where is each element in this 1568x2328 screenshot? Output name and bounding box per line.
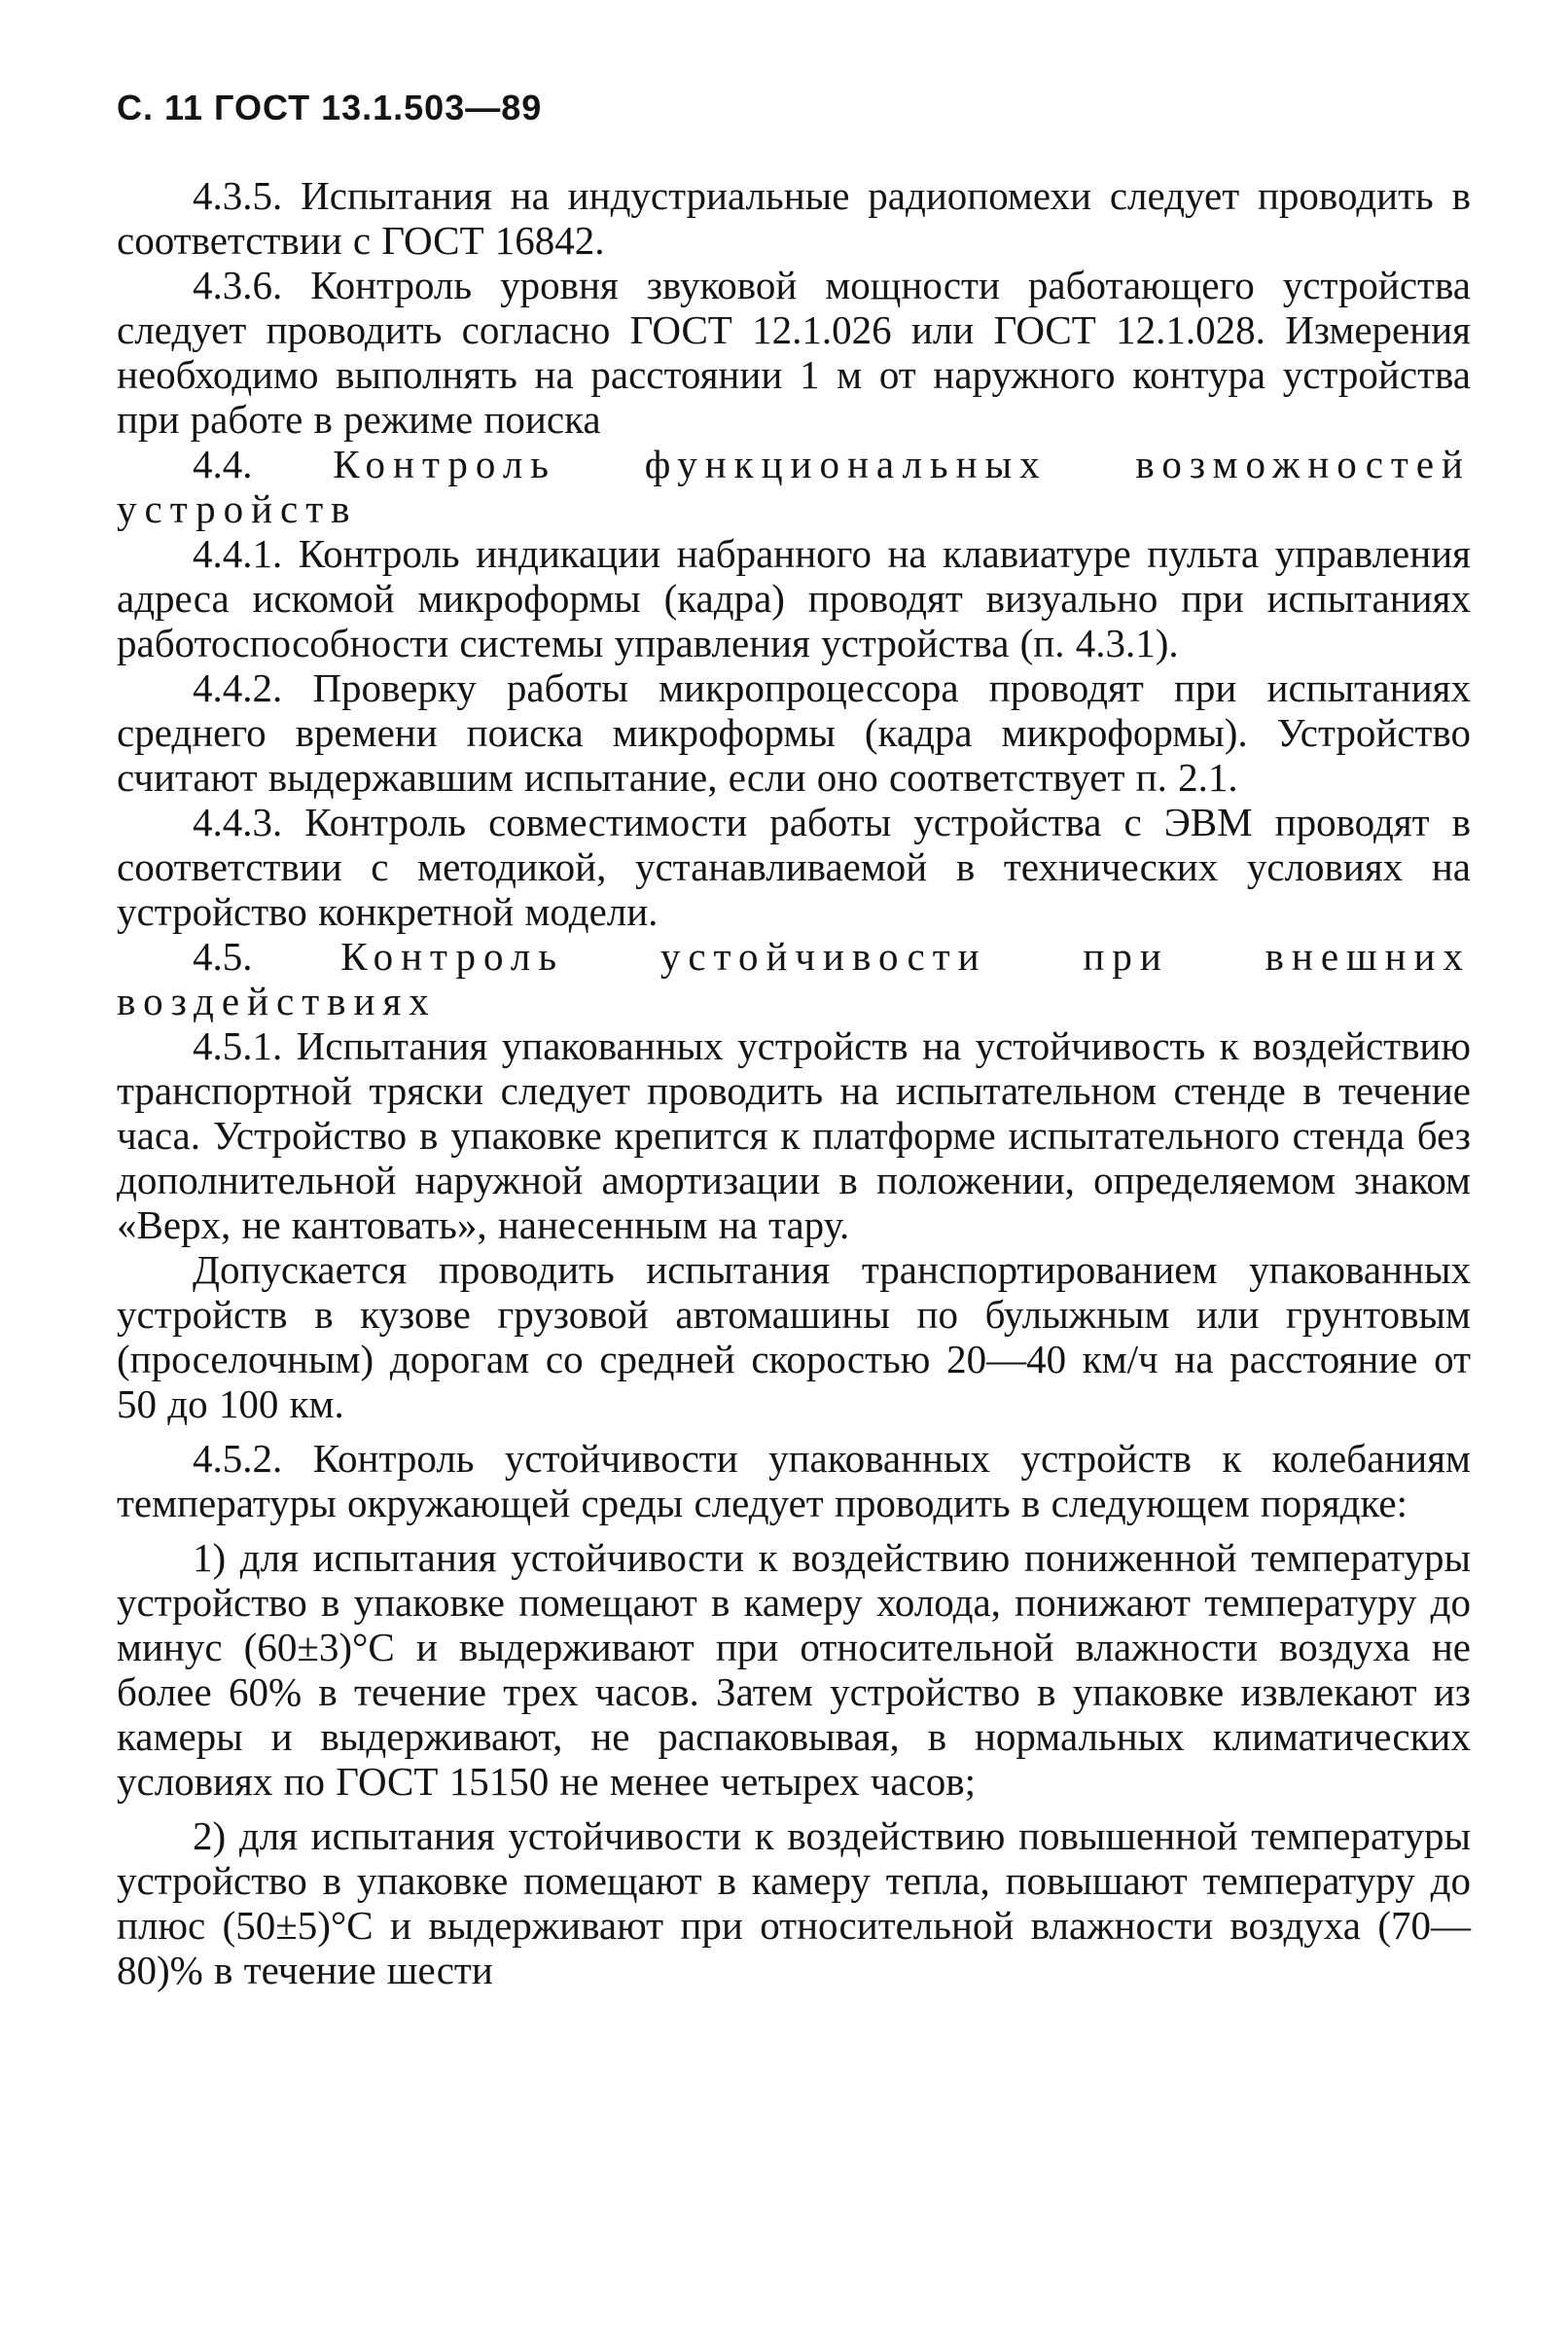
section-title: Контроль функциональных возможностей устройств	[117, 442, 1471, 531]
list-item-1: 1) для испытания устойчивости к воздействию пониженной температуры устройство в упаковке помещают в камеру холода, понижают температуру до минус (60±3)°С и выдерживают при относительной влажности воздуха не более 60% в течение трех часов. Затем устройство в упаковке извлекают из камеры и выдерживают, не распаковывая, в нормальных климатических условиях по ГОСТ 15150 не менее четырех часов;	[117, 1535, 1471, 1804]
paragraph-4-4-2: 4.4.2. Проверку работы микропроцессора проводят при испытаниях среднего времени поиска микроформы (кадра микроформы). Устройство считают выдержавшим испытание, если оно соответствует п. 2.1.	[117, 665, 1471, 800]
section-heading-4-5	[117, 934, 1471, 1023]
paragraph-4-5-2: 4.5.2. Контроль устойчивости упакованных устройств к колебаниям температуры окружающей среды следует проводить в следующем порядке:	[117, 1436, 1471, 1525]
section-number: 4.4.	[193, 442, 253, 486]
running-head: С. 11 ГОСТ 13.1.503—89	[117, 88, 543, 127]
section-title: Контроль устойчивости при внешних воздействиях	[117, 934, 1472, 1023]
paragraph-4-4-3: 4.4.3. Контроль совместимости работы устройства с ЭВМ проводят в соответствии с методикой, устанавливаемой в технических условиях на устройство конкретной модели.	[117, 800, 1471, 934]
paragraph-4-5-1: 4.5.1. Испытания упакованных устройств на устойчивость к воздействию транспортной тряски следует проводить на испытательном стенде в течение часа. Устройство в упаковке крепится к платформе испытательного стенда без дополнительной наружной амортизации в положении, определяемом знаком «Верх, не кантовать», нанесенным на тару.	[117, 1023, 1471, 1247]
section-heading-4-4	[117, 442, 1471, 531]
page-body	[117, 173, 1471, 1992]
paragraph-4-5-1-continued: Допускается проводить испытания транспортированием упакованных устройств в кузове грузовой автомашины по булыжным или грунтовым (проселочным) дорогам со средней скоростью 20—40 км/ч на расстояние от 50 до 100 км.	[117, 1247, 1471, 1426]
section-number: 4.5.	[193, 934, 253, 979]
paragraph-4-3-5: 4.3.5. Испытания на индустриальные радиопомехи следует проводить в соответствии с ГОСТ 16842.	[117, 173, 1471, 263]
paragraph-4-4-1: 4.4.1. Контроль индикации набранного на клавиатуре пульта управления адреса искомой микроформы (кадра) проводят визуально при испытаниях работоспособности системы управления устройства (п. 4.3.1).	[117, 531, 1471, 665]
list-item-2: 2) для испытания устойчивости к воздействию повышенной температуры устройство в упаковке помещают в камеру тепла, повышают температуру до плюс (50±5)°С и выдерживают при относительной влажности воздуха (70—80)% в течение шести	[117, 1813, 1471, 1992]
paragraph-4-3-6: 4.3.6. Контроль уровня звуковой мощности работающего устройства следует проводить согласно ГОСТ 12.1.026 или ГОСТ 12.1.028. Измерения необходимо выполнять на расстоянии 1 м от наружного контура устройства при работе в режиме поиска	[117, 263, 1471, 442]
